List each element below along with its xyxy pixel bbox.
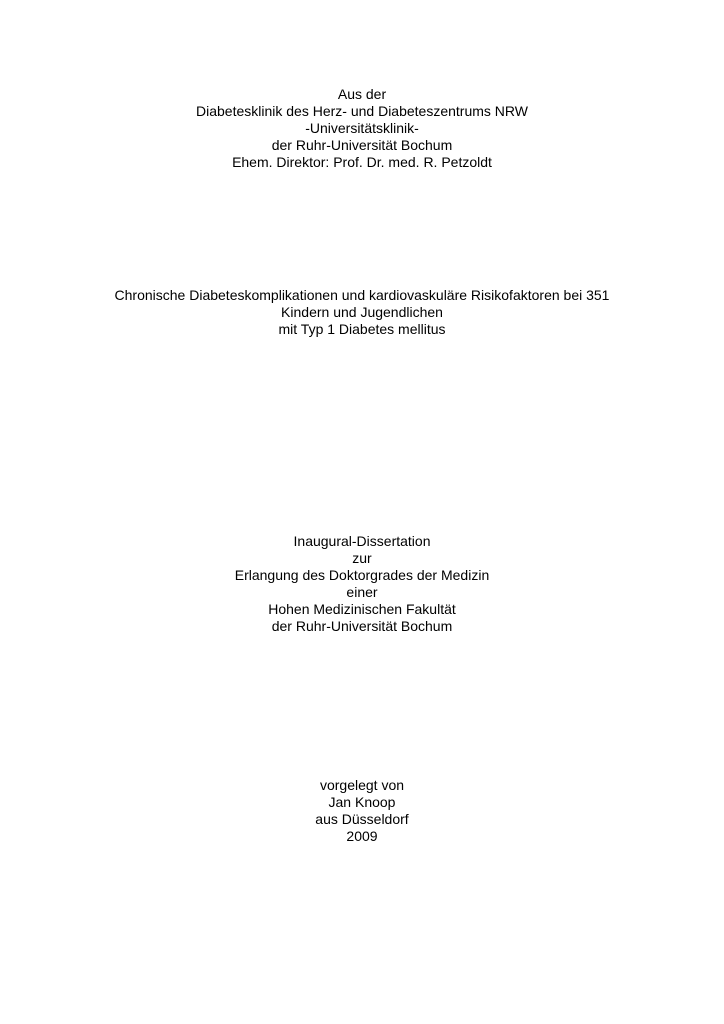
dissertation-line-zur: zur [352,550,372,566]
institution-line-university-clinic: -Universitätsklinik- [305,120,419,136]
author-line-submitted-by: vorgelegt von [319,777,405,793]
dissertation-line-university: der Ruhr-Universität Bochum [271,618,453,634]
thesis-title-block [0,287,724,338]
thesis-title-line-1: Chronische Diabeteskomplikationen und kardiovaskuläre Risikofaktoren bei 351 [114,287,610,303]
institution-line-director: Ehem. Direktor: Prof. Dr. med. R. Petzoldt [232,154,492,170]
thesis-title-line-2: Kindern und Jugendlichen [281,304,443,320]
dissertation-block [0,533,724,635]
institution-line-from: Aus der [337,86,387,102]
institution-block [0,86,724,171]
thesis-title-line-3: mit Typ 1 Diabetes mellitus [278,321,446,337]
dissertation-line-type: Inaugural-Dissertation [293,533,431,549]
dissertation-line-einer: einer [346,584,378,600]
author-origin: aus Düsseldorf [315,811,409,827]
author-block [0,777,724,845]
author-name: Jan Knoop [328,794,396,810]
institution-line-university: der Ruhr-Universität Bochum [271,137,453,153]
dissertation-line-faculty: Hohen Medizinischen Fakultät [268,601,456,617]
author-year: 2009 [346,828,378,844]
institution-line-clinic: Diabetesklinik des Herz- und Diabeteszentrums NRW [196,103,528,119]
dissertation-line-degree: Erlangung des Doktorgrades der Medizin [234,567,490,583]
